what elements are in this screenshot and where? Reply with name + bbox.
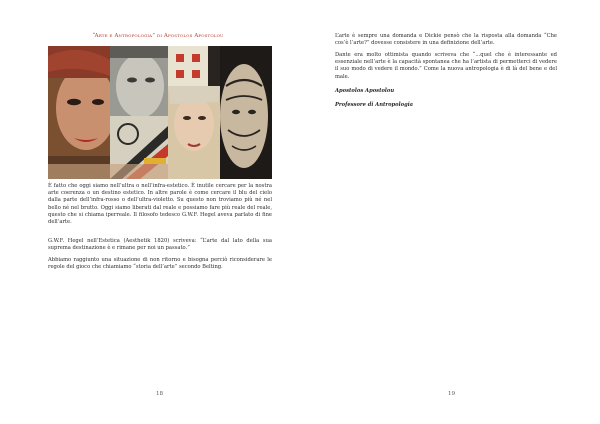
paragraph: È fatto che oggi siamo nell’ultra o nell’infra-estetico. È inutile cercare per la nostra arte coerenza o un destino estetico. In altre parole è come cercare il blu del cielo dalla parte dell’infra-rosso o dell’ultra-violetto. Su questo non troviamo più né nel bello né nel brutto. Oggi siamo liberati dal reale e possiamo fare più reale del reale, questo che si chiama iperreale. Il filosofo tedesco G.W.F. Hegel aveva parlato di fine dell’arte. (48, 183, 272, 226)
page-number-right: 19 (448, 391, 456, 397)
page-number-left: 18 (156, 391, 164, 397)
paragraph: Abbiamo raggiunto una situazione di non ritorno e bisogna perciò riconsiderare le regole del gioco che chiamiamo “storia dell’arte” secondo Belting. (48, 257, 272, 271)
paragraph-hegel-quote: G.W.F. Hegel nell’Estetica (Aesthetik 1820) scriveva: “L’arte dal lato della sua suprema destinazione è e rimane per noi un passato.” (48, 238, 272, 252)
right-body-text (335, 33, 557, 114)
right-page (300, 0, 600, 424)
signature-title: Professore di Antropologia (335, 101, 414, 108)
paragraph: Dante era molto ottimista quando scriveva che “...quel che è interessante ed essenziale nell’arte è la capacità spontanea che ha l’artista di permetterci di vedere il suo modo di vedere il mondo.” Come la nuova antropologia è di là del bene e del male. (335, 51, 557, 80)
collage-artwork (48, 46, 272, 179)
left-body-text (48, 183, 272, 276)
signature-name: Apostolos Apostolou (335, 87, 395, 94)
article-title: “Arte e Antropologia” di Apostolos Apostolou (92, 33, 224, 39)
collage-illustration (48, 46, 272, 179)
paragraph: L’arte è sempre una domanda e Dickie pensò che la risposta alla domanda “Che cos’è l’arte?” dovesse consistere in una definizione dell’arte. (335, 33, 557, 47)
